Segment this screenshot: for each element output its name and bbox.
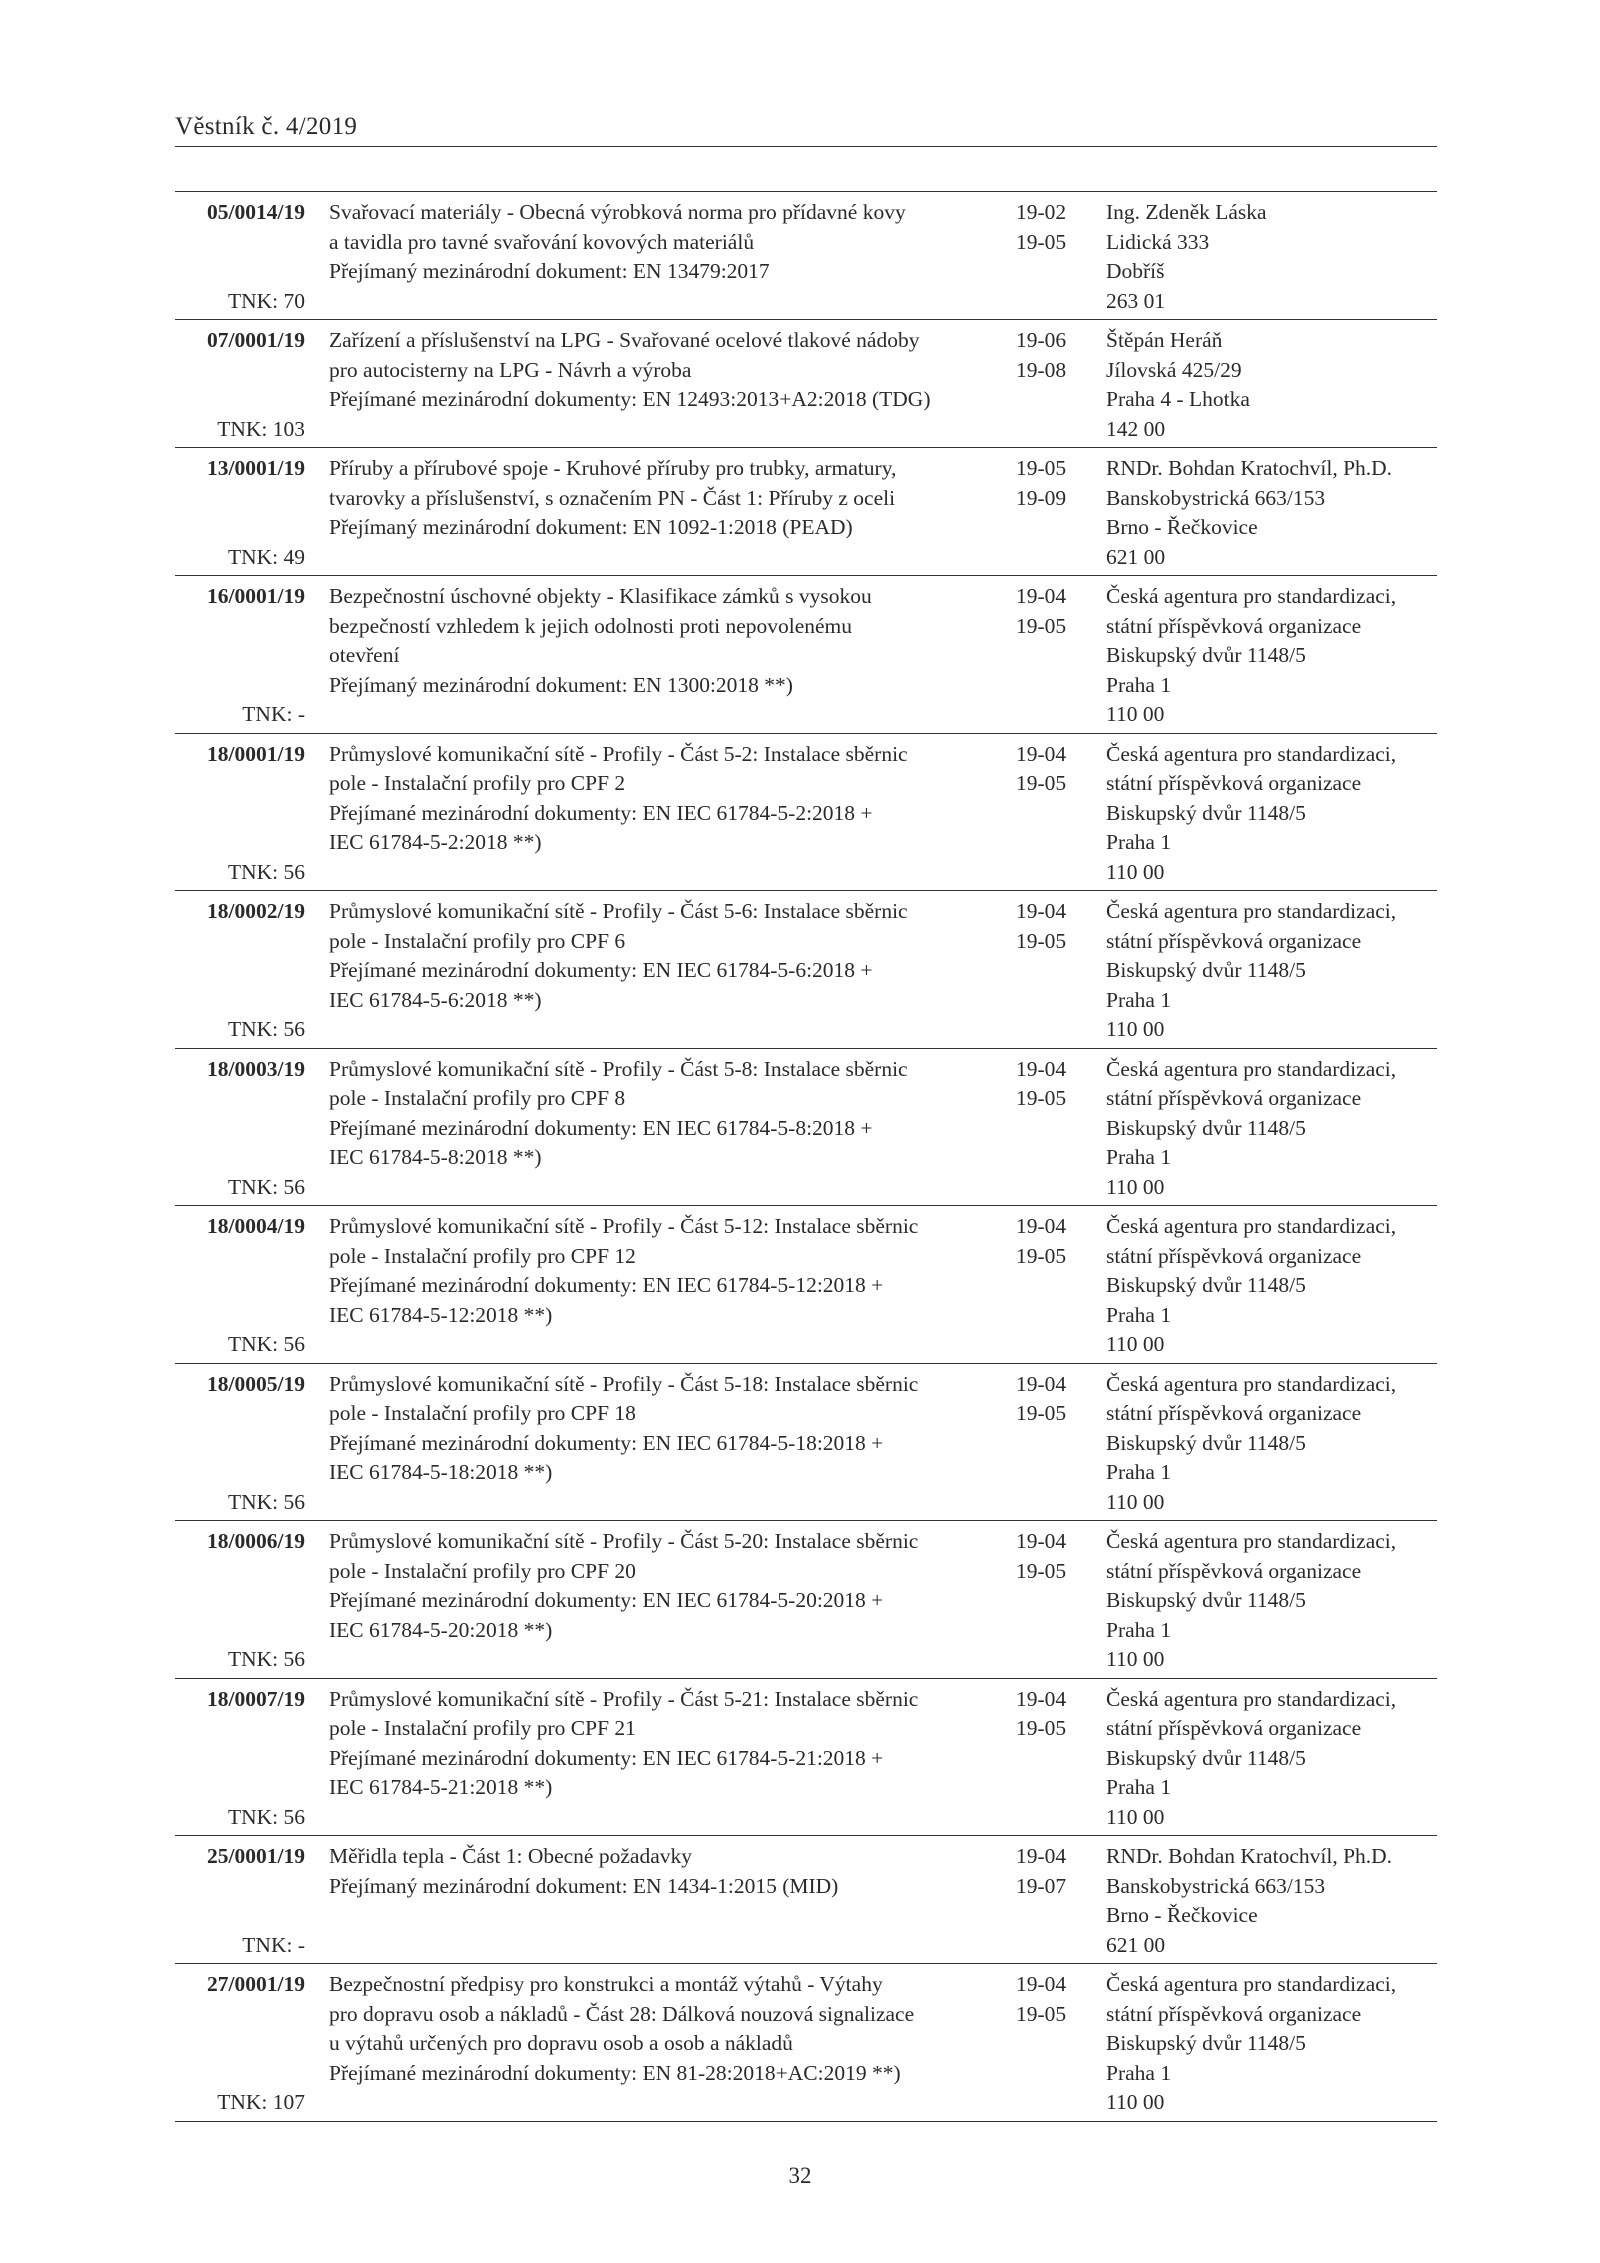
contact-line: 621 00: [1106, 1932, 1166, 1957]
contact-line: státní příspěvková organizace: [1106, 613, 1362, 638]
contact-line: Praha 1: [1106, 2060, 1172, 2085]
date-code: 19-05: [1016, 771, 1067, 795]
table-row: [175, 891, 1437, 1049]
row-title-cell: [329, 1370, 1014, 1518]
tnk-label: TNK: 103: [217, 416, 305, 441]
row-id-cell: [175, 1370, 305, 1518]
title-line: pole - Instalační profily pro CPF 2: [329, 771, 626, 795]
contact-line: Brno - Řečkovice: [1106, 1903, 1258, 1927]
date-code: 19-05: [1016, 1558, 1067, 1583]
tnk-label: TNK: 56: [227, 1647, 305, 1671]
tnk-label: TNK: -: [242, 1932, 305, 1957]
title-line: Příruby a přírubové spoje - Kruhové příruby pro trubky, armatury,: [329, 456, 897, 480]
contact-line: Praha 1: [1106, 987, 1172, 1012]
contact-line: 142 00: [1106, 416, 1166, 441]
contact-line: Česká agentura pro standardizaci,: [1106, 1214, 1397, 1238]
table-row: [175, 1364, 1437, 1522]
table-row: [175, 1206, 1437, 1364]
title-line: Přejímané mezinárodní dokumenty: EN IEC 61784-5-18:2018 +: [329, 1430, 884, 1455]
row-id-cell: [175, 198, 305, 316]
title-line: IEC 61784-5-2:2018 **): [329, 830, 542, 854]
date-code: 19-07: [1016, 1873, 1067, 1898]
standard-number: 18/0007/19: [207, 1686, 305, 1711]
contact-line: Jílovská 425/29: [1106, 357, 1242, 382]
tnk-label: TNK: 56: [227, 1017, 305, 1041]
row-contact-cell: [1106, 1842, 1437, 1960]
contact-line: Biskupský dvůr 1148/5: [1106, 1115, 1306, 1140]
contact-line: Česká agentura pro standardizaci,: [1106, 1686, 1397, 1711]
row-title-cell: [329, 897, 1014, 1045]
title-line: Přejímaný mezinárodní dokument: EN 13479:2017: [329, 259, 770, 283]
table-row: [175, 1679, 1437, 1837]
contact-line: státní příspěvková organizace: [1106, 2001, 1362, 2026]
row-id-cell: [175, 1970, 305, 2118]
contact-line: státní příspěvková organizace: [1106, 771, 1362, 795]
contact-line: RNDr. Bohdan Kratochvíl, Ph.D.: [1106, 456, 1393, 480]
row-id-cell: [175, 1842, 305, 1960]
date-code: 19-05: [1016, 2001, 1067, 2026]
standard-number: 05/0014/19: [207, 200, 305, 224]
row-id-cell: [175, 326, 305, 444]
row-title-cell: [329, 1527, 1014, 1675]
contact-line: 110 00: [1106, 1174, 1165, 1199]
date-code: 19-05: [1016, 613, 1067, 638]
contact-line: Lidická 333: [1106, 229, 1210, 254]
contact-line: Biskupský dvůr 1148/5: [1106, 643, 1306, 667]
title-line: Bezpečnostní předpisy pro konstrukci a montáž výtahů - Výtahy: [329, 1972, 883, 1996]
row-dates-cell: [1016, 1685, 1106, 1833]
row-dates-cell: [1016, 1970, 1106, 2118]
contact-line: státní příspěvková organizace: [1106, 1086, 1362, 1110]
tnk-label: TNK: 56: [227, 1489, 305, 1514]
row-title-cell: [329, 1055, 1014, 1203]
row-contact-cell: [1106, 198, 1437, 316]
title-line: pole - Instalační profily pro CPF 20: [329, 1558, 636, 1583]
table-row: [175, 1049, 1437, 1207]
date-code: 19-04: [1016, 1844, 1067, 1868]
row-id-cell: [175, 1212, 305, 1360]
date-code: 19-04: [1016, 1056, 1067, 1081]
row-id-cell: [175, 897, 305, 1045]
contact-line: Biskupský dvůr 1148/5: [1106, 1430, 1306, 1455]
standard-number: 18/0005/19: [207, 1371, 305, 1396]
contact-line: Praha 1: [1106, 1302, 1172, 1327]
title-line: Zařízení a příslušenství na LPG - Svařované ocelové tlakové nádoby: [329, 328, 920, 352]
row-dates-cell: [1016, 454, 1106, 572]
title-line: Přejímané mezinárodní dokumenty: EN IEC 61784-5-21:2018 +: [329, 1745, 884, 1770]
title-line: a tavidla pro tavné svařování kovových materiálů: [329, 229, 755, 254]
title-line: IEC 61784-5-12:2018 **): [329, 1302, 553, 1327]
contact-line: Česká agentura pro standardizaci,: [1106, 1371, 1397, 1396]
contact-line: Brno - Řečkovice: [1106, 515, 1258, 539]
title-line: IEC 61784-5-8:2018 **): [329, 1145, 542, 1169]
date-code: 19-05: [1016, 1086, 1067, 1110]
table-row: [175, 192, 1437, 320]
date-code: 19-04: [1016, 584, 1067, 608]
row-title-cell: [329, 1685, 1014, 1833]
contact-line: 110 00: [1106, 1647, 1165, 1671]
title-line: Průmyslové komunikační sítě - Profily - Část 5-6: Instalace sběrnic: [329, 899, 908, 923]
row-title-cell: [329, 1970, 1014, 2118]
row-id-cell: [175, 1055, 305, 1203]
standard-number: 16/0001/19: [207, 584, 305, 608]
contact-line: 110 00: [1106, 1017, 1165, 1041]
title-line: Přejímané mezinárodní dokumenty: EN IEC 61784-5-12:2018 +: [329, 1273, 884, 1297]
standard-number: 18/0001/19: [207, 741, 305, 766]
contact-line: Praha 1: [1106, 1460, 1172, 1484]
contact-line: Praha 4 - Lhotka: [1106, 387, 1250, 411]
date-code: 19-04: [1016, 1686, 1067, 1711]
contact-line: Biskupský dvůr 1148/5: [1106, 958, 1306, 982]
contact-line: Biskupský dvůr 1148/5: [1106, 800, 1306, 825]
contact-line: Praha 1: [1106, 830, 1172, 854]
tnk-label: TNK: 56: [227, 859, 305, 884]
contact-line: Praha 1: [1106, 1145, 1172, 1169]
row-dates-cell: [1016, 740, 1106, 888]
title-line: pole - Instalační profily pro CPF 21: [329, 1716, 636, 1740]
table-row: [175, 734, 1437, 892]
row-dates-cell: [1016, 1055, 1106, 1203]
table-row: [175, 448, 1437, 576]
standard-number: 25/0001/19: [207, 1844, 305, 1868]
date-code: 19-05: [1016, 229, 1067, 254]
date-code: 19-04: [1016, 1214, 1067, 1238]
date-code: 19-05: [1016, 1243, 1067, 1268]
title-line: IEC 61784-5-21:2018 **): [329, 1775, 553, 1799]
date-code: 19-06: [1016, 328, 1067, 352]
row-contact-cell: [1106, 326, 1437, 444]
date-code: 19-09: [1016, 485, 1067, 510]
title-line: Průmyslové komunikační sítě - Profily - Část 5-18: Instalace sběrnic: [329, 1371, 919, 1396]
contact-line: 110 00: [1106, 1332, 1165, 1356]
title-line: Bezpečnostní úschovné objekty - Klasifikace zámků s vysokou: [329, 584, 872, 608]
standard-number: 18/0002/19: [207, 899, 305, 923]
page-number: 32: [788, 2163, 812, 2188]
row-contact-cell: [1106, 454, 1437, 572]
title-line: pro dopravu osob a nákladů - Část 28: Dálková nouzová signalizace: [329, 2001, 915, 2026]
title-line: Průmyslové komunikační sítě - Profily - Část 5-2: Instalace sběrnic: [329, 741, 908, 766]
contact-line: 263 01: [1106, 288, 1166, 313]
table-row: [175, 1521, 1437, 1679]
title-line: pole - Instalační profily pro CPF 6: [329, 928, 626, 953]
contact-line: Praha 1: [1106, 672, 1172, 697]
row-dates-cell: [1016, 582, 1106, 730]
title-line: pole - Instalační profily pro CPF 18: [329, 1401, 636, 1425]
standard-number: 07/0001/19: [207, 328, 305, 352]
table-row: [175, 320, 1437, 448]
tnk-label: TNK: 49: [227, 544, 305, 569]
row-contact-cell: [1106, 582, 1437, 730]
contact-line: Česká agentura pro standardizaci,: [1106, 1972, 1397, 1996]
page-header: [175, 112, 1437, 147]
contact-line: státní příspěvková organizace: [1106, 1243, 1362, 1268]
row-id-cell: [175, 582, 305, 730]
contact-line: Biskupský dvůr 1148/5: [1106, 1588, 1306, 1612]
row-title-cell: [329, 1842, 1014, 1960]
contact-line: Biskupský dvůr 1148/5: [1106, 2031, 1306, 2055]
row-id-cell: [175, 1685, 305, 1833]
title-line: otevření: [329, 643, 400, 667]
contact-line: 110 00: [1106, 2090, 1165, 2114]
title-line: IEC 61784-5-20:2018 **): [329, 1617, 553, 1642]
row-title-cell: [329, 582, 1014, 730]
row-contact-cell: [1106, 1685, 1437, 1833]
row-title-cell: [329, 740, 1014, 888]
contact-line: Biskupský dvůr 1148/5: [1106, 1273, 1306, 1297]
contact-line: 110 00: [1106, 859, 1165, 884]
title-line: pro autocisterny na LPG - Návrh a výroba: [329, 357, 692, 382]
title-line: IEC 61784-5-6:2018 **): [329, 987, 542, 1012]
title-line: Přejímaný mezinárodní dokument: EN 1092-1:2018 (PEAD): [329, 515, 853, 539]
row-dates-cell: [1016, 198, 1106, 316]
row-dates-cell: [1016, 1842, 1106, 1960]
contact-line: státní příspěvková organizace: [1106, 928, 1362, 953]
contact-line: Štěpán Heráň: [1106, 328, 1223, 352]
title-line: IEC 61784-5-18:2018 **): [329, 1460, 553, 1484]
contact-line: 110 00: [1106, 702, 1165, 726]
row-contact-cell: [1106, 1055, 1437, 1203]
title-line: Průmyslové komunikační sítě - Profily - Část 5-21: Instalace sběrnic: [329, 1686, 919, 1711]
tnk-label: TNK: 56: [227, 1332, 305, 1356]
contact-line: 110 00: [1106, 1489, 1165, 1514]
date-code: 19-04: [1016, 1529, 1067, 1553]
row-id-cell: [175, 1527, 305, 1675]
date-code: 19-05: [1016, 456, 1067, 480]
tnk-label: TNK: -: [242, 702, 305, 726]
date-code: 19-05: [1016, 1401, 1067, 1425]
contact-line: Biskupský dvůr 1148/5: [1106, 1745, 1306, 1770]
standards-table: [175, 191, 1437, 2122]
title-line: Přejímané mezinárodní dokumenty: EN 12493:2013+A2:2018 (TDG): [329, 387, 931, 411]
contact-line: 110 00: [1106, 1804, 1165, 1829]
row-contact-cell: [1106, 1970, 1437, 2118]
row-contact-cell: [1106, 1527, 1437, 1675]
date-code: 19-04: [1016, 1972, 1067, 1996]
date-code: 19-04: [1016, 899, 1067, 923]
table-row: [175, 1964, 1437, 2122]
title-line: Přejímané mezinárodní dokumenty: EN IEC 61784-5-6:2018 +: [329, 958, 873, 982]
row-contact-cell: [1106, 740, 1437, 888]
title-line: Přejímané mezinárodní dokumenty: EN IEC 61784-5-2:2018 +: [329, 800, 873, 825]
row-dates-cell: [1016, 1212, 1106, 1360]
title-line: Přejímaný mezinárodní dokument: EN 1300:2018 **): [329, 672, 793, 697]
title-line: u výtahů určených pro dopravu osob a osob a nákladů: [329, 2031, 793, 2055]
row-title-cell: [329, 198, 1014, 316]
contact-line: Praha 1: [1106, 1775, 1172, 1799]
contact-line: Česká agentura pro standardizaci,: [1106, 899, 1397, 923]
title-line: Průmyslové komunikační sítě - Profily - Část 5-8: Instalace sběrnic: [329, 1056, 908, 1081]
page-header-title: Věstník č. 4/2019: [175, 113, 358, 140]
title-line: Přejímaný mezinárodní dokument: EN 1434-1:2015 (MID): [329, 1873, 839, 1898]
title-line: Průmyslové komunikační sítě - Profily - Část 5-12: Instalace sběrnic: [329, 1214, 919, 1238]
row-dates-cell: [1016, 1370, 1106, 1518]
date-code: 19-05: [1016, 928, 1067, 953]
row-title-cell: [329, 326, 1014, 444]
row-contact-cell: [1106, 1370, 1437, 1518]
title-line: pole - Instalační profily pro CPF 12: [329, 1243, 636, 1268]
title-line: Přejímané mezinárodní dokumenty: EN 81-28:2018+AC:2019 **): [329, 2060, 901, 2085]
standard-number: 13/0001/19: [207, 456, 305, 480]
title-line: bezpečností vzhledem k jejich odolnosti proti nepovolenému: [329, 613, 853, 638]
title-line: Měřidla tepla - Část 1: Obecné požadavky: [329, 1844, 692, 1868]
date-code: 19-04: [1016, 1371, 1067, 1396]
contact-line: Banskobystrická 663/153: [1106, 485, 1326, 510]
tnk-label: TNK: 107: [217, 2090, 305, 2114]
standard-number: 18/0004/19: [207, 1214, 305, 1238]
contact-line: státní příspěvková organizace: [1106, 1558, 1362, 1583]
contact-line: Ing. Zdeněk Láska: [1106, 200, 1267, 224]
tnk-label: TNK: 56: [227, 1804, 305, 1829]
contact-line: Česká agentura pro standardizaci,: [1106, 741, 1397, 766]
contact-line: Česká agentura pro standardizaci,: [1106, 584, 1397, 608]
tnk-label: TNK: 56: [227, 1174, 305, 1199]
table-row: [175, 1836, 1437, 1964]
contact-line: státní příspěvková organizace: [1106, 1716, 1362, 1740]
date-code: 19-05: [1016, 1716, 1067, 1740]
row-contact-cell: [1106, 897, 1437, 1045]
row-contact-cell: [1106, 1212, 1437, 1360]
date-code: 19-08: [1016, 357, 1067, 382]
contact-line: státní příspěvková organizace: [1106, 1401, 1362, 1425]
date-code: 19-04: [1016, 741, 1067, 766]
row-id-cell: [175, 454, 305, 572]
contact-line: RNDr. Bohdan Kratochvíl, Ph.D.: [1106, 1844, 1393, 1868]
contact-line: Česká agentura pro standardizaci,: [1106, 1056, 1397, 1081]
title-line: Přejímané mezinárodní dokumenty: EN IEC 61784-5-20:2018 +: [329, 1588, 884, 1612]
contact-line: 621 00: [1106, 544, 1166, 569]
tnk-label: TNK: 70: [227, 288, 305, 313]
standard-number: 18/0003/19: [207, 1056, 305, 1081]
table-row: [175, 576, 1437, 734]
row-dates-cell: [1016, 326, 1106, 444]
row-id-cell: [175, 740, 305, 888]
row-title-cell: [329, 1212, 1014, 1360]
contact-line: Praha 1: [1106, 1617, 1172, 1642]
standard-number: 18/0006/19: [207, 1529, 305, 1553]
standard-number: 27/0001/19: [207, 1972, 305, 1996]
contact-line: Banskobystrická 663/153: [1106, 1873, 1326, 1898]
title-line: Svařovací materiály - Obecná výrobková norma pro přídavné kovy: [329, 200, 906, 224]
date-code: 19-02: [1016, 200, 1067, 224]
title-line: tvarovky a příslušenství, s označením PN - Část 1: Příruby z oceli: [329, 485, 896, 510]
title-line: Průmyslové komunikační sítě - Profily - Část 5-20: Instalace sběrnic: [329, 1529, 919, 1553]
title-line: Přejímané mezinárodní dokumenty: EN IEC 61784-5-8:2018 +: [329, 1115, 873, 1140]
row-dates-cell: [1016, 1527, 1106, 1675]
contact-line: Česká agentura pro standardizaci,: [1106, 1529, 1397, 1553]
row-dates-cell: [1016, 897, 1106, 1045]
contact-line: Dobříš: [1106, 259, 1165, 283]
row-title-cell: [329, 454, 1014, 572]
title-line: pole - Instalační profily pro CPF 8: [329, 1086, 626, 1110]
